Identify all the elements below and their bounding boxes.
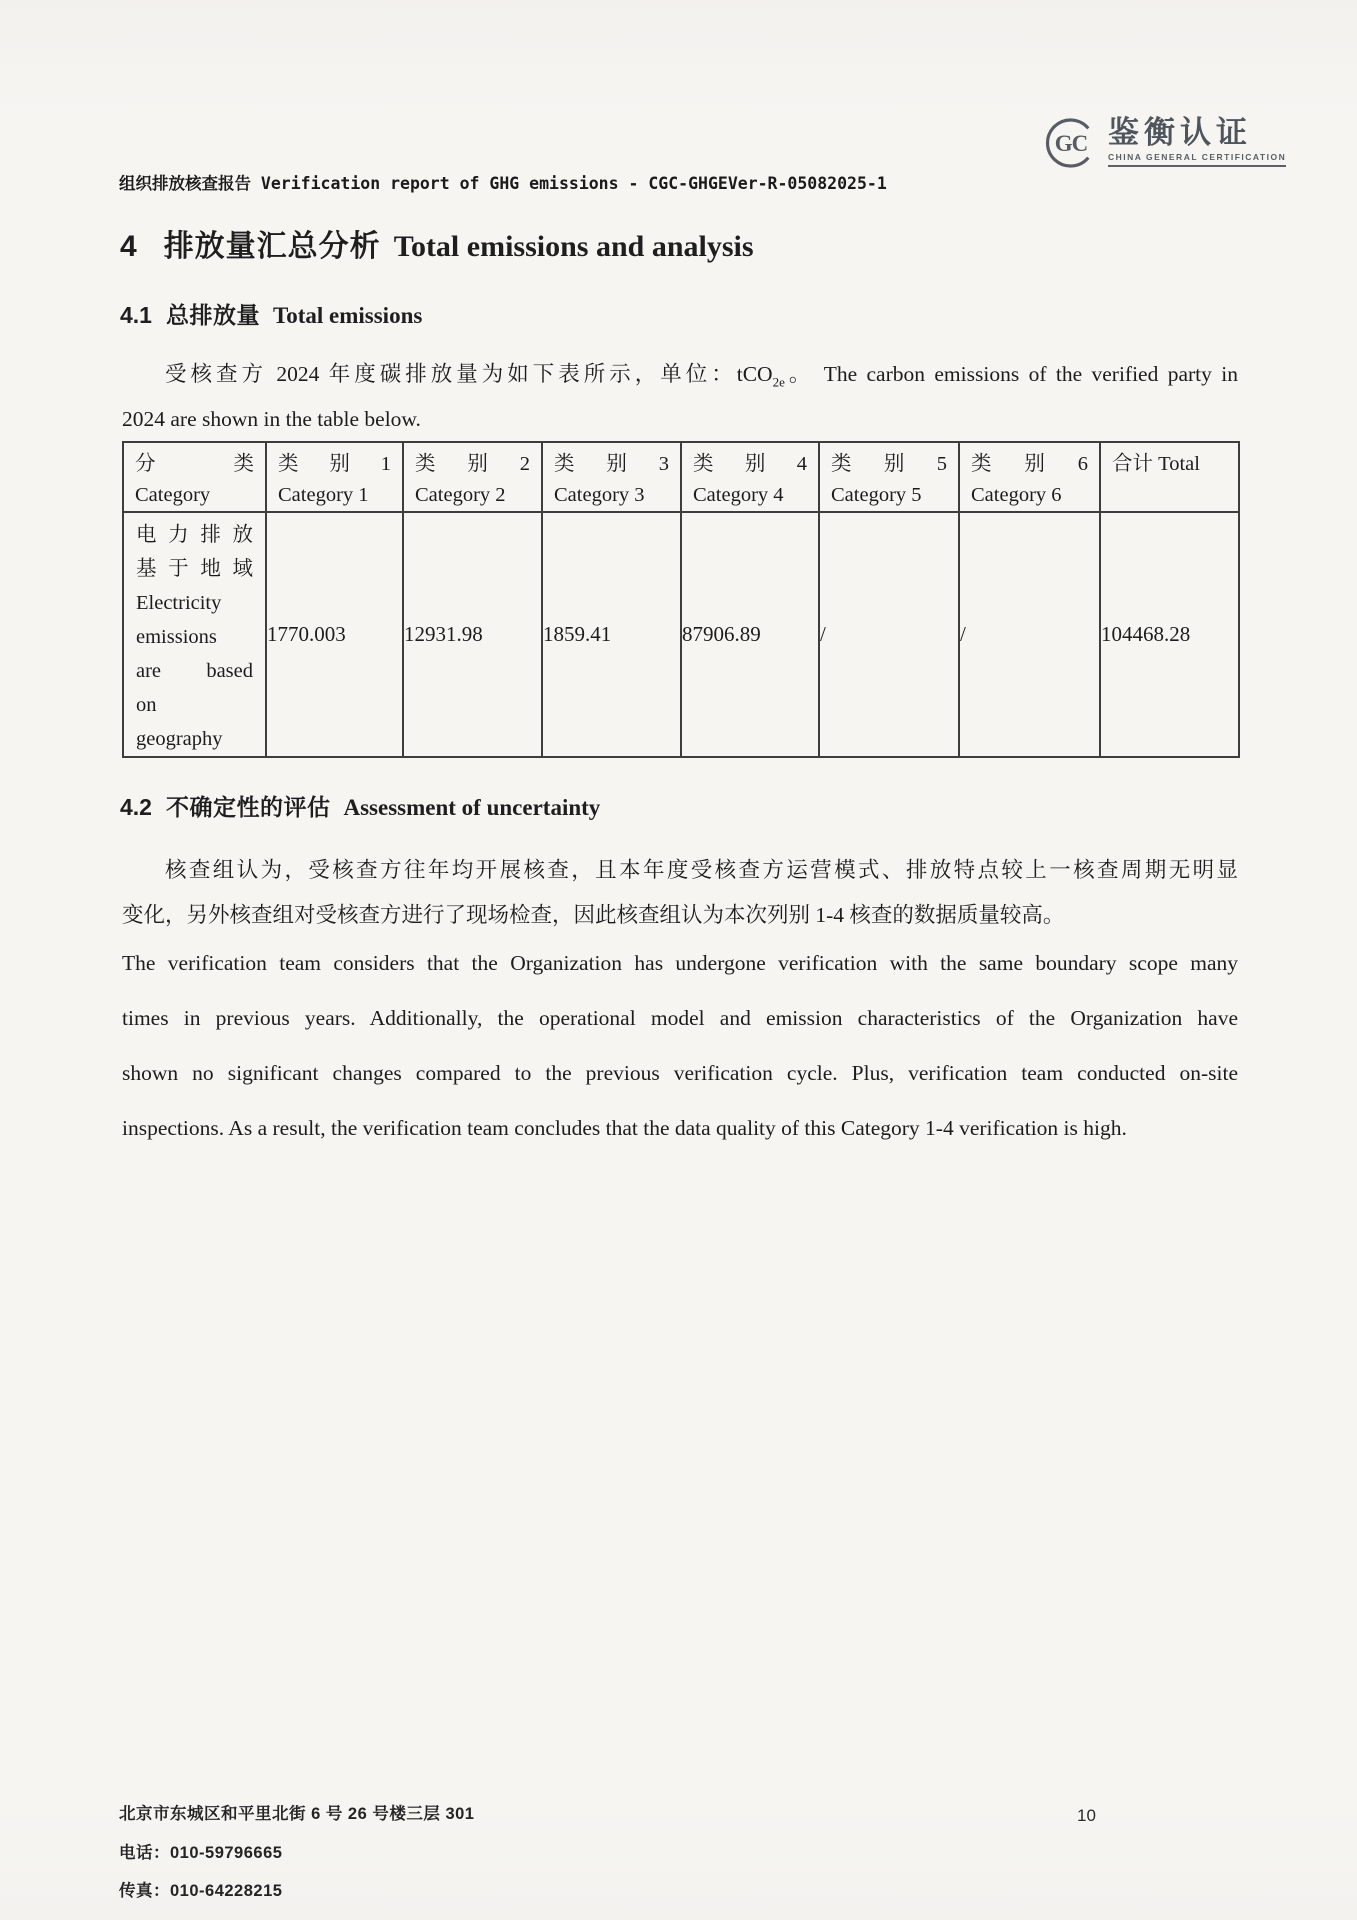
- column-header-zh: 类 别 3: [554, 453, 669, 475]
- table-row: [123, 512, 1239, 757]
- table-header-row: [123, 442, 1239, 512]
- unit-subscript: 2e: [772, 374, 785, 390]
- section-title-en: Total emissions and analysis: [393, 230, 754, 263]
- paragraph-line: The verification team considers that the Organization has undergone verification with the same boundary scope many: [122, 951, 1238, 975]
- uncertainty-paragraph-zh: [122, 848, 1238, 938]
- footer-address: 北京市东城区和平里北街 6 号 26 号楼三层 301: [119, 1805, 475, 1823]
- paragraph-line: times in previous years. Additionally, the operational model and emission characteristics of the Organization have: [122, 1006, 1238, 1030]
- paragraph-line: 变化，另外核查组对受核查方进行了现场检查，因此核查组认为本次列别 1-4 核查的数据质量较高。: [122, 903, 1065, 927]
- section-4-1-heading: [120, 297, 422, 330]
- footer-fax: 传真：010-64228215: [119, 1882, 283, 1900]
- section-number: 4: [120, 230, 137, 263]
- gc-monogram-icon: [1044, 116, 1098, 170]
- document-reference-header: 组织排放核查报告 Verification report of GHG emissions - CGC-GHGEVer-R-05082025-1: [119, 174, 887, 193]
- row-label-line: are based: [136, 660, 253, 682]
- value-category-3: 1859.41: [542, 512, 681, 757]
- section-title-zh: 不确定性的评估: [165, 794, 331, 820]
- paragraph-line: inspections. As a result, the verification team concludes that the data quality of this Category 1-4 verification is high.: [122, 1116, 1127, 1140]
- paragraph-line: 核查组认为，受核查方往年均开展核查，且本年度受核查方运营模式、排放特点较上一核查周期无明显: [165, 858, 1238, 882]
- value-category-4: 87906.89: [681, 512, 819, 757]
- column-header-en: Category 1: [278, 484, 369, 506]
- section-4-2-heading: [120, 789, 600, 822]
- paragraph-line: 2024 are shown in the table below.: [122, 407, 421, 431]
- value-total: 104468.28: [1100, 512, 1239, 757]
- page-number: 10: [1077, 1806, 1096, 1825]
- section-title-zh: 总排放量: [165, 302, 260, 328]
- column-header-en: Category 2: [415, 484, 506, 506]
- paragraph-text: 。 The carbon emissions of the verified party in: [784, 362, 1238, 386]
- row-label-line: 基于地域: [136, 558, 253, 580]
- section-title-en: Total emissions: [272, 303, 423, 328]
- logo-name-zh: 鉴衡认证: [1108, 115, 1252, 150]
- uncertainty-paragraph-en: [122, 936, 1238, 1156]
- column-header-total: [1100, 442, 1239, 512]
- row-label-cell: [123, 512, 266, 757]
- column-header-en: Category: [135, 484, 211, 506]
- column-header-zh: 合计 Total: [1112, 453, 1200, 475]
- value-category-1: 1770.003: [266, 512, 403, 757]
- section-4-heading: [120, 221, 754, 265]
- row-label-line: 电力排放: [136, 524, 253, 546]
- column-header-zh: 分 类: [135, 453, 254, 475]
- column-header-en: Category 3: [554, 484, 645, 506]
- column-header-zh: 类 别 6: [971, 453, 1088, 475]
- column-header-category-4: [681, 442, 819, 512]
- row-label-line: geography: [136, 728, 223, 750]
- logo-text: [1108, 116, 1286, 167]
- footer-phone: 电话：010-59796665: [119, 1844, 283, 1862]
- paragraph-text: 受核查方 2024 年度碳排放量为如下表所示，单位：tCO: [165, 362, 773, 386]
- column-header-category-2: [403, 442, 542, 512]
- column-header-category-1: [266, 442, 403, 512]
- column-header-en: Category 5: [831, 484, 922, 506]
- section-title-zh: 排放量汇总分析: [163, 230, 381, 263]
- paragraph-line: shown no significant changes compared to the previous verification cycle. Plus, verification team conducted on-site: [122, 1061, 1238, 1085]
- column-header-zh: 类 别 1: [278, 453, 391, 475]
- paragraph-line: [122, 352, 1238, 397]
- column-header-category-5: [819, 442, 959, 512]
- row-label-line: on: [136, 694, 157, 716]
- row-label-line: emissions: [136, 626, 217, 648]
- value-category-5: /: [819, 512, 959, 757]
- column-header-zh: 类 别 2: [415, 453, 530, 475]
- column-header-category-3: [542, 442, 681, 512]
- section-number: 4.2: [120, 794, 152, 820]
- logo-name-en: CHINA GENERAL CERTIFICATION: [1108, 152, 1286, 167]
- section-number: 4.1: [120, 302, 152, 328]
- column-header-en: Category 4: [693, 484, 784, 506]
- column-header-zh: 类 别 4: [693, 453, 807, 475]
- svg-text:GC: GC: [1054, 131, 1088, 156]
- column-header-category-6: [959, 442, 1100, 512]
- column-header-category: [123, 442, 266, 512]
- column-header-en: Category 6: [971, 484, 1062, 506]
- certification-logo: [1044, 116, 1286, 170]
- value-category-6: /: [959, 512, 1100, 757]
- row-label-line: Electricity: [136, 592, 222, 614]
- section-title-en: Assessment of uncertainty: [343, 795, 601, 820]
- total-emissions-paragraph: [122, 352, 1238, 442]
- emissions-table: [122, 441, 1240, 758]
- value-category-2: 12931.98: [403, 512, 542, 757]
- column-header-zh: 类 别 5: [831, 453, 947, 475]
